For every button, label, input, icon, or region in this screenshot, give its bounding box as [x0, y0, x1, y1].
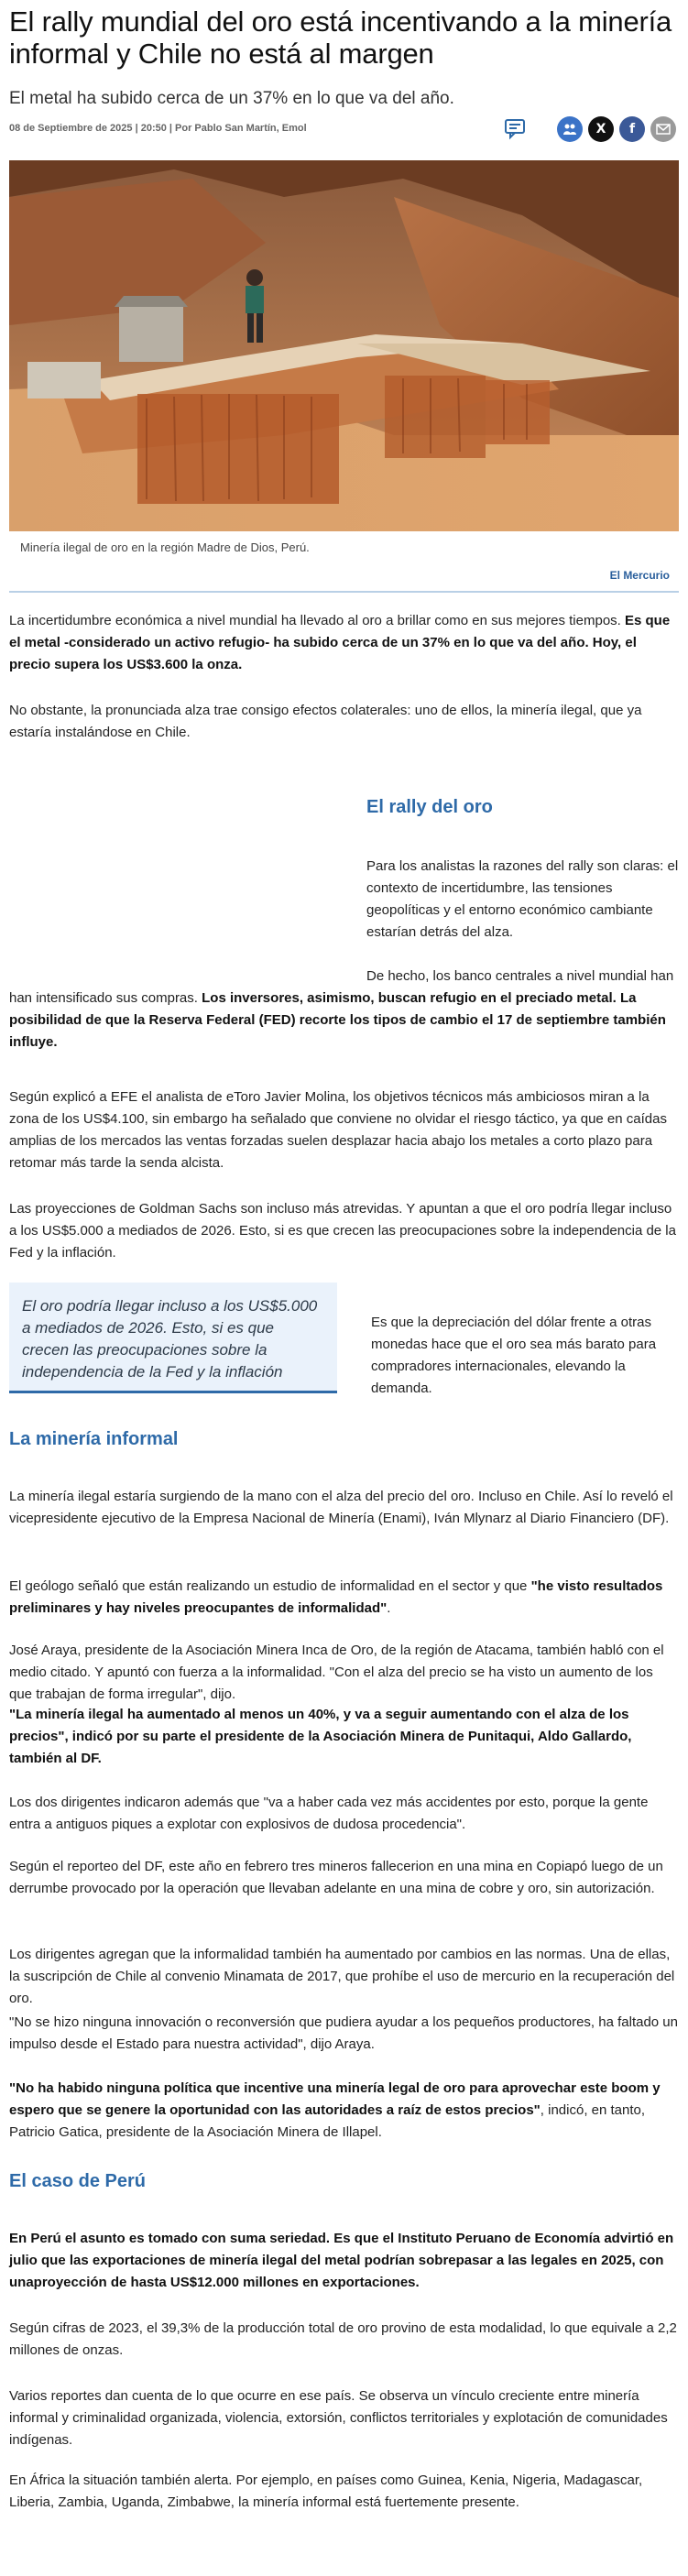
paragraph-4 — [9, 966, 679, 1053]
paragraph-9 — [9, 1576, 679, 1620]
paragraph-17: En Perú el asunto es tomado con suma seriedad. Es que el Instituto Peruano de Economía advirtió en julio que las exportaciones de minería ilegal del metal podrían sobrepasar a las legales en 2025, con unaproyección de hasta US$12.000 millones en exportaciones. — [9, 2231, 674, 2290]
paragraph-4-bold: Los inversores, asimismo, buscan refugio en el preciado metal. La posibilidad de que la Reserva Federal (FED) recorte los tipos de cambio el 17 de septiembre también influye. — [9, 990, 666, 1050]
comment-button[interactable] — [504, 115, 528, 143]
email-icon — [650, 116, 676, 142]
paragraph-19: Varios reportes dan cuenta de lo que ocurre en ese país. Se observa un vínculo creciente entre minería informal y criminalidad organizada, violencia, extorsión, conflictos territoriales y explotación de comunidades indígenas. — [9, 2388, 668, 2448]
paragraph-14: Los dirigentes agregan que la informalidad también ha aumentado por cambios en las normas. Una de ellas, la suscripción de Chile al convenio Minamata de 2017, que prohíbe el uso de mercurio en la recuperación del oro. — [9, 1947, 675, 2006]
paragraph-18: Según cifras de 2023, el 39,3% de la producción total de oro provino de esta modalidad, lo que equivale a 2,2 millones de onzas. — [9, 2320, 677, 2358]
article-title: El rally mundial del oro está incentivando a la minería informal y Chile no está al margen — [9, 5, 672, 70]
facebook-icon: f — [619, 116, 645, 142]
paragraph-7: Es que la depreciación del dólar frente a otras monedas hace que el oro sea más barato para compradores internacionales, elevando la demanda. — [371, 1315, 657, 1396]
byline: 08 de Septiembre de 2025 | 20:50 | Por Pablo San Martín, Emol — [9, 123, 307, 134]
heading-mineria-informal: La minería informal — [9, 1429, 179, 1449]
pull-quote-text: El oro podría llegar incluso a los US$5.000 a mediados de 2026. Esto, si es que crecen las preocupaciones sobre la independencia de la Fed y la inflación — [22, 1297, 318, 1381]
paragraph-16-bold: "No ha habido ninguna política que incentive una minería legal de oro para aprovechar este boom y espero que se genere la oportunidad con las autoridades a raíz de estos precios" — [9, 2080, 661, 2118]
paragraph-11: "La minería ilegal ha aumentado al menos un 40%, y va a seguir aumentando con el alza de los precios", indicó por su parte el presidente de la Asociación Minera de Punitaqui, Aldo Gallardo, también al DF. — [9, 1707, 632, 1766]
paragraph-16 — [9, 2078, 679, 2144]
paragraph-1 — [9, 610, 679, 676]
share-email-button[interactable] — [650, 115, 676, 143]
paragraph-9-end: . — [387, 1600, 391, 1616]
article-photo — [9, 160, 679, 531]
paragraph-12: Los dos dirigentes indicaron además que "va a haber cada vez más accidentes por esto, porque la gente entra a antiguos piques a explotar con explosivos de dudosa procedencia". — [9, 1795, 649, 1832]
comment-icon — [504, 118, 528, 140]
x-icon: X — [588, 116, 614, 142]
paragraph-6: Las proyecciones de Goldman Sachs son incluso más atrevidas. Y apuntan a que el oro podría llegar incluso a los US$5.000 a mediados de 2026. Esto, si es que crecen las preocupaciones sobre la independencia de la Fed y la inflación. — [9, 1201, 676, 1261]
paragraph-10: José Araya, presidente de la Asociación Minera Inca de Oro, de la región de Atacama, también habló con el medio citado. Y apuntó con fuerza a la informalidad. "Con el alza del precio se ha visto un aumento de los que trabajan de forma irregular", dijo. — [9, 1643, 664, 1702]
paragraph-16-text: , indicó, en tanto, Patricio Gatica, presidente de la Asociación Minera de Illapel. — [9, 2102, 646, 2140]
paragraph-3: Para los analistas la razones del rally son claras: el contexto de incertidumbre, las tensiones geopolíticas y el entorno económico cambiante estarían detrás del alza. — [366, 858, 679, 940]
paragraph-9-text: El geólogo señaló que están realizando un estudio de informalidad en el sector y que — [9, 1578, 531, 1594]
paragraph-4-text: De hecho, los banco centrales a nivel mundial han han intensificado sus compras. — [9, 968, 674, 1006]
share-x-button[interactable] — [588, 115, 614, 143]
paragraph-1-text: La incertidumbre económica a nivel mundial ha llevado al oro a brillar como en sus mejores tiempos. — [9, 613, 625, 628]
paragraph-15: "No se hizo ninguna innovación o reconversión que pudiera ayudar a los pequeños productores, ha faltado un impulso desde el Estado para nuestra actividad", dijo Araya. — [9, 2014, 678, 2052]
share-facebook-button[interactable] — [619, 115, 645, 143]
share-alert-icon — [557, 116, 583, 142]
paragraph-5: Según explicó a EFE el analista de eToro Javier Molina, los objetivos técnicos más ambiciosos miran a la zona de los US$4.100, sin embargo ha señalado que conviene no olvidar el riesgo táctico, ya que en caídas amplias de los mercados las ventas forzadas suelen desplazar hacia abajo los metales a corto plazo para retomar más tarde la senda alcista. — [9, 1089, 667, 1171]
article-photo-figure — [9, 160, 679, 593]
share-alert-button[interactable] — [557, 115, 583, 143]
paragraph-9-bold: "he visto resultados preliminares y hay niveles preocupantes de informalidad" — [9, 1578, 663, 1616]
heading-caso-peru: El caso de Perú — [9, 2171, 146, 2191]
pull-quote — [9, 1283, 337, 1393]
photo-caption: Minería ilegal de oro en la región Madre de Dios, Perú. — [20, 540, 310, 554]
photo-credit: El Mercurio — [609, 569, 670, 582]
heading-rally-del-oro: El rally del oro — [366, 797, 493, 817]
paragraph-20: En África la situación también alerta. Por ejemplo, en países como Guinea, Kenia, Nigeria, Madagascar, Liberia, Zambia, Uganda, Zimbabwe, la minería informal está fuertemente presente. — [9, 2472, 643, 2510]
article-subtitle: El metal ha subido cerca de un 37% en lo que va del año. — [9, 89, 454, 108]
paragraph-1-bold: Es que el metal -considerado un activo refugio- ha subido cerca de un 37% en lo que va del año. Hoy, el precio supera los US$3.600 la onza. — [9, 613, 671, 672]
paragraph-8: La minería ilegal estaría surgiendo de la mano con el alza del precio del oro. Incluso en Chile. Así lo reveló el vicepresidente ejecutivo de la Empresa Nacional de Minería (Enami), Iván Mlynarz al Diario Financiero (DF). — [9, 1489, 673, 1526]
paragraph-2: No obstante, la pronunciada alza trae consigo efectos colaterales: uno de ellos, la minería ilegal, que ya estaría instalándose en Chile. — [9, 703, 642, 740]
paragraph-13: Según el reporteo del DF, este año en febrero tres mineros fallecerion en una mina en Copiapó luego de un derrumbe provocado por la operación que llevaban adelante en una mina de cobre y oro, sin autorización. — [9, 1859, 663, 1896]
